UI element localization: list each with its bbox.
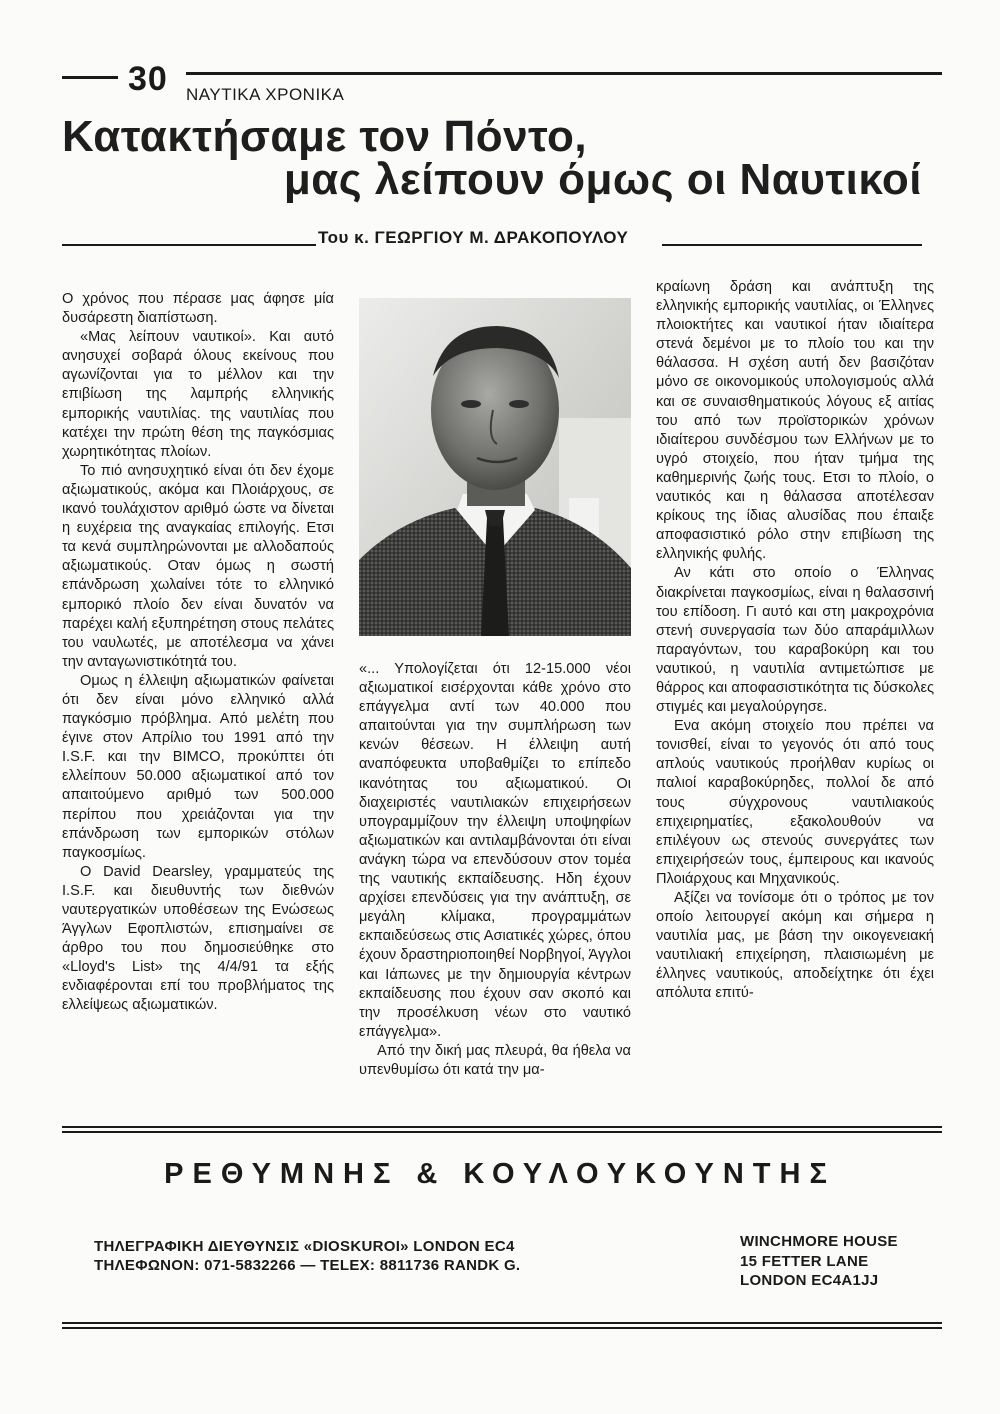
paragraph: Ομως η έλλειψη αξιωματικών φαίνεται ότι δεν είναι μόνο ελληνικό αλλά παγκόσμιο πρόβλημα. Από μελέτη που έγινε στον Απρίλιο του 1991 από την I.S.F. και την BIMCO, προκύπτει ότι ελλείπουν 50.000 αξιωματικοί από τον απαιτούμενο αριθμό των 500.000 περίπου που χρειάζονται για την επάνδρωση των εμπορικών στόλων παγκοσμίως. xyxy=(62,672,334,861)
advert-top-rule-2 xyxy=(62,1131,942,1133)
header-rule-left xyxy=(62,76,118,79)
paragraph: κραίωνη δράση και ανάπτυξη της ελληνικής εμπορικής ναυτιλίας, οι Έλληνες πλοιοκτήτες και ναυτικοί ήταν ιδιαίτερα στενά δεμένοι με το πλοίο του και την θάλασσα. Η σχέση αυτή δεν βασιζόταν μόνο σε οικονομικούς υπολογισμούς αλλά και σε συναισθηματικούς λόγους εξ αιτίας του από των προϊστορικών χρόνων ιδιαίτερου συνδέσμου των Ελλήνων με το υγρό στοιχείο, που ήταν τμήμα της καθημερινής ζωής τους. Ετσι το πλοίο, ο ναυτικός και η θάλασσα αποτέλεσαν κρίκους της ίδιας αλυσίδας που έπαιξε αποφασιστικό ρόλο στην επιβίωση της ελληνικής φυλής. xyxy=(656,279,934,563)
paragraph: Αν κάτι στο οποίο ο Έλληνας διακρίνεται παγκοσμίως, είναι η θαλασσινή του επίδοση. Γι αυτό και στη μακροχρόνια στενή συνεργασία των δύο απαράμιλλων παραγόντων, του καραβοκύρη και του ναυτικού, η ναυτιλία αντιμετώπισε με θάρρος και αποφασιστικότητα τις δύσκολες στιγμές και μεγαλούργησε. xyxy=(656,565,934,716)
byline-rule-left xyxy=(62,244,316,246)
portrait-illustration xyxy=(359,298,631,636)
article-title-line1: Κατακτήσαμε τον Πόντο, xyxy=(62,112,588,161)
paragraph: «... Υπολογίζεται ότι 12-15.000 νέοι αξιωματικοί εισέρχονται κάθε χρόνο στο επάγγελμα αντί των 40.000 που απαιτούνται για την συμπλήρωση των κενών θέσεων. Η έλλειψη αυτή αναπόφευκτα υποβαθμίζει το επίπεδο ικανότητας του αξιωματικού. Οι διαχειριστές ναυτιλιακών επιχειρήσεων υπογραμμίζουν την έλλειψη υποψηφίων αξιωματικών και αντιλαμβάνονται ότι είναι ανάγκη τώρα να επενδύσουν στον τομέα της ναυτικής εκπαίδευσης. Ηδη έχουν αρχίσει επενδύσεις για την ανάπτυξη, σε μεγάλη κλίμακα, προγραμμάτων εκπαιδεύσεως στις Ασιατικές χώρες, όπου έχουν δραστηριοποιηθεί Νορβηγοί, Άγγλοι και Ιάπωνες με την δημιουργία κέντρων εκπαίδευσης που έχουν σαν σκοπό και την προσέλκυση νέων στο ναυτικό επάγγελμα». xyxy=(359,661,631,1040)
author-portrait-photo xyxy=(359,298,631,636)
paragraph: Αξίζει να τονίσομε ότι ο τρόπος με τον οποίο λειτουργεί ακόμη και σήμερα η ναυτιλία μας, με βάση την οικογενειακή ναυτιλιακή επιχείρηση, πλαισιωμένη με έλληνες ναυτικούς, αποδείχτηκε ότι έχει απόλυτα επιτύ- xyxy=(656,890,934,1002)
advert-address-line: LONDON EC4A1JJ xyxy=(740,1272,879,1289)
advert-phone-telex: ΤΗΛΕΦΩΝΟΝ: 071-5832266 — TELEX: 8811736 RANDK G. xyxy=(94,1257,521,1274)
advert-address-block xyxy=(740,1232,898,1291)
paragraph: Ενα ακόμη στοιχείο που πρέπει να τονισθεί, είναι το γεγονός ότι από τους απλούς ναυτικούς προήλθαν κυρίως οι παλιοί καραβοκύρηδες, πολλοί δε από τους σύγχρονους ναυτιλιακούς επιχειρηματίες, εξακολουθούν να επιλέγουν ως στενούς συνεργάτες των επιχειρήσεών τους, έμπειρους και ικανούς Πλοιάρχους και Μηχανικούς. xyxy=(656,718,934,887)
paragraph: Ο David Dearsley, γραμματεύς της I.S.F. και διευθυντής των διεθνών ναυτεργατικών υποθέσεων της Ενώσεως Άγγλων Εφοπλιστών, επισημαίνει σε άρθρο του που δημοσιεύθηκε στο «Lloyd's List» της 4/4/91 τα εξής ενδιαφέρονται επί του προβλήματος της ελλείψεως αξιωματικών. xyxy=(62,863,334,1014)
advert-address-line: 15 FETTER LANE xyxy=(740,1252,869,1270)
paragraph: Το πιό ανησυχητικό είναι ότι δεν έχομε αξιωματικούς, ακόμα και Πλοιάρχους, σε ικανό τουλάχιστον αριθμό ώστε να δίνεται η ευχέρεια της αναγκαίας επιλογής. Ετσι τα κενά συμπληρώνονται με αλλοδαπούς αξιωματικούς. Οταν όμως η σωστή επάνδρωση χωλαίνει τότε το ελληνικό εμπορικό πλοίο δεν είναι δυνατόν να παρέχει καλή εξυπηρέτηση στους πελάτες του ναυλωτές, με αποτέλεσμα να χάνει την ανταγωνιστικότητά του. xyxy=(62,462,334,670)
article-column-2 xyxy=(359,660,631,1080)
magazine-name: ΝΑΥΤΙΚΑ ΧΡΟΝΙΚΑ xyxy=(186,85,345,104)
paragraph: Από την δική μας πλευρά, θα ήθελα να υπενθυμίσω ότι κατά την μα- xyxy=(359,1042,631,1078)
advert-bottom-rule-2 xyxy=(62,1327,942,1329)
byline-rule-right xyxy=(662,244,922,246)
paragraph: Ο χρόνος που πέρασε μας άφησε μία δυσάρεστη διαπίστωση. xyxy=(62,291,334,327)
page-number: 30 xyxy=(128,60,168,98)
advert-contact-block xyxy=(94,1237,520,1275)
article-column-1 xyxy=(62,290,334,1016)
byline: Του κ. ΓΕΩΡΓΙΟΥ Μ. ΔΡΑΚΟΠΟΥΛΟΥ xyxy=(318,228,629,247)
paragraph: «Μας λείπουν ναυτικοί». Και αυτό ανησυχεί σοβαρά όλους εκείνους που αγωνίζονται για το μέλλον και την επιβίωση της λαμπρής ελληνικής εμπορικής ναυτιλίας. της ναυτιλίας που κατέχει την πρώτη θέση της παγκόσμιας χωρητικότητας πλοίων. xyxy=(62,329,334,460)
advert-telegraphic-address: ΤΗΛΕΓΡΑΦΙΚΗ ΔΙΕΥΘΥΝΣΙΣ «DIOSKUROI» LONDON EC4 xyxy=(94,1238,515,1255)
article-column-3 xyxy=(656,278,934,1004)
article-title-line2: μας λείπουν όμως οι Ναυτικοί xyxy=(283,155,922,204)
advert-company-name: ΡΕΘΥΜΝΗΣ & ΚΟΥΛΟΥΚΟΥΝΤΗΣ xyxy=(164,1158,836,1190)
header-rule-right xyxy=(186,72,942,75)
advert-bottom-rule-1 xyxy=(62,1322,942,1324)
advert-top-rule-1 xyxy=(62,1126,942,1128)
advert-address-line: WINCHMORE HOUSE xyxy=(740,1233,898,1250)
